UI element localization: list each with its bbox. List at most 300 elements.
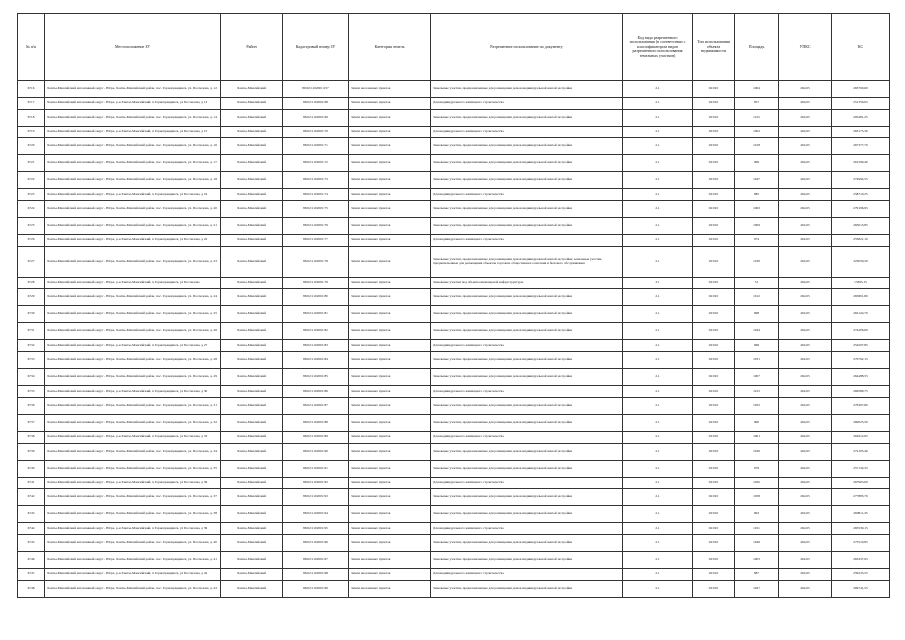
cell-district: Ханты-Мансийский xyxy=(221,414,283,431)
cell-use-code: 2.1 xyxy=(623,138,693,155)
cell-district: Ханты-Мансийский xyxy=(221,460,283,477)
cell-use-code: 2.1 xyxy=(623,431,693,443)
cell-location: Ханты-Мансийский автономный округ - Югра, Ханты-Мансийский район, пос. Горноправдинск, ул. Поспелова, д. 41 xyxy=(45,551,221,568)
cell-land-category: Земли населенных пунктов xyxy=(349,477,431,489)
header-use-type: Тип использования объекта недвижимости xyxy=(693,14,735,81)
cell-permitted-use: Земельные участки, предназначенные для размещения домов индивидуальной жилой застройки xyxy=(431,306,623,323)
table-row xyxy=(18,277,890,289)
table-row xyxy=(18,460,890,477)
cell-permitted-use: Земельные участки, предназначенные для размещения домов индивидуальной жилой застройки xyxy=(431,155,623,172)
cell-upks: 262,65 xyxy=(779,323,832,340)
cell-row-number: 6720 xyxy=(18,138,45,155)
table-row xyxy=(18,109,890,126)
cell-district: Ханты-Мансийский xyxy=(221,534,283,551)
table-row xyxy=(18,201,890,218)
cell-ks: 257134,35 xyxy=(832,460,890,477)
cell-upks: 262,65 xyxy=(779,289,832,306)
cell-area: 1063 xyxy=(735,201,779,218)
cell-upks: 262,65 xyxy=(779,277,832,289)
table-row xyxy=(18,534,890,551)
cell-permitted-use: Земельные участки, предназначенные для размещения домов индивидуальной жилой застройки xyxy=(431,172,623,189)
cell-location: Ханты-Мансийский автономный округ - Югра, Ханты-Мансийский район, пос. Горноправдинск, ул. Поспелова, д. 29 xyxy=(45,369,221,386)
cell-row-number: 6716 xyxy=(18,81,45,98)
cell-use-type: 02:010 xyxy=(693,460,735,477)
cell-district: Ханты-Мансийский xyxy=(221,443,283,460)
cell-use-code: 2.1 xyxy=(623,352,693,369)
cell-cadastral-number: 86:02:1102001:97 xyxy=(283,551,349,568)
cell-location: Ханты-Мансийский автономный округ - Югра, Ханты-Мансийский район, пос. Горноправдинск, ул. Поспелова, д. 16 xyxy=(45,138,221,155)
cell-area: 1125 xyxy=(735,109,779,126)
cell-upks: 262,65 xyxy=(779,460,832,477)
cell-location: Ханты-Мансийский автономный округ - Югра, Ханты-Мансийский район, пос. Горноправдинск, ул. Поспелова, д. 23 xyxy=(45,246,221,277)
table-row xyxy=(18,340,890,352)
cell-row-number: 6734 xyxy=(18,369,45,386)
cell-use-code: 2.1 xyxy=(623,568,693,580)
cell-location: Ханты-Мансийский автономный округ - Югра, Ханты-Мансийский район, пос. Горноправдинск, ул. Поспелова, д. 28 xyxy=(45,352,221,369)
cell-land-category: Земли населенных пунктов xyxy=(349,218,431,235)
cell-upks: 262,65 xyxy=(779,81,832,98)
cell-area: 1002 xyxy=(735,126,779,138)
table-row xyxy=(18,523,890,535)
cell-land-category: Земли населенных пунктов xyxy=(349,431,431,443)
cell-use-type: 02:010 xyxy=(693,126,735,138)
cell-upks: 262,65 xyxy=(779,155,832,172)
cell-permitted-use: Земельные участки, предназначенные для размещения домов индивидуальной жилой застройки xyxy=(431,352,623,369)
cell-upks: 262,65 xyxy=(779,126,832,138)
cell-upks: 262,65 xyxy=(779,218,832,235)
cell-cadastral-number: 86:02:1102001:72 xyxy=(283,155,349,172)
cell-cadastral-number: 86:02:1102001:87 xyxy=(283,397,349,414)
table-body xyxy=(18,81,890,598)
cell-area: 1015 xyxy=(735,386,779,398)
cell-area: 985 xyxy=(735,189,779,201)
cell-cadastral-number: 86:02:1102001:69 xyxy=(283,109,349,126)
cell-area: 990 xyxy=(735,414,779,431)
cell-land-category: Земли населенных пунктов xyxy=(349,443,431,460)
cell-land-category: Земли населенных пунктов xyxy=(349,369,431,386)
cell-location: Ханты-Мансийский автономный округ - Югра, Ханты-Мансийский район, пос. Горноправдинск, ул. Поспелова, д. 25 xyxy=(45,306,221,323)
cell-permitted-use: Земельные участки, предназначенные для размещения домов индивидуальной жилой застройки xyxy=(431,397,623,414)
cell-permitted-use: Земельные участки, предназначенные для размещения домов индивидуальной жилой застройки xyxy=(431,534,623,551)
cell-use-code: 2.1 xyxy=(623,477,693,489)
cell-area: 993 xyxy=(735,506,779,523)
cell-district: Ханты-Мансийский xyxy=(221,431,283,443)
cell-ks: 263175,30 xyxy=(832,126,890,138)
cell-land-category: Земли населенных пунктов xyxy=(349,568,431,580)
cell-district: Ханты-Мансийский xyxy=(221,277,283,289)
cell-location: Ханты-Мансийский автономный округ - Югра, Ханты-Мансийский район, пос. Горноправдинск, ул. Поспелова, д. 35 xyxy=(45,460,221,477)
cell-row-number: 6726 xyxy=(18,235,45,247)
cell-cadastral-number: 86:02:1102001:80 xyxy=(283,289,349,306)
cell-upks: 262,65 xyxy=(779,534,832,551)
cell-row-number: 6717 xyxy=(18,98,45,110)
cell-use-code: 2.1 xyxy=(623,109,693,126)
cell-district: Ханты-Мансийский xyxy=(221,568,283,580)
cell-area: 1018 xyxy=(735,138,779,155)
cell-use-code: 2.1 xyxy=(623,306,693,323)
cell-location: Ханты-Мансийский автономный округ - Югра, Ханты-Мансийский район, пос. Горноправдинск, ул. Поспелова, д. 37 xyxy=(45,489,221,506)
cell-use-type: 02:010 xyxy=(693,523,735,535)
table-row xyxy=(18,431,890,443)
cell-district: Ханты-Мансийский xyxy=(221,172,283,189)
cell-permitted-use: Земельные участки, предназначенные для размещения домов индивидуальной жилой застройки; земельные участки, предназначенные для размещения объектов торговли, общественного питания и бытового обслуживания xyxy=(431,246,623,277)
cell-district: Ханты-Мансийский xyxy=(221,580,283,597)
cell-use-code: 2.1 xyxy=(623,126,693,138)
cell-land-category: Земли населенных пунктов xyxy=(349,306,431,323)
cell-area: 1007 xyxy=(735,369,779,386)
cell-use-type: 02:010 xyxy=(693,98,735,110)
cell-use-type: 02:010 xyxy=(693,201,735,218)
cell-area: 1230 xyxy=(735,246,779,277)
cell-use-type: 02:010 xyxy=(693,534,735,551)
cell-ks: 265801,80 xyxy=(832,289,890,306)
cell-upks: 262,65 xyxy=(779,306,832,323)
cell-use-code: 3.1 xyxy=(623,277,693,289)
cell-ks: 261599,40 xyxy=(832,155,890,172)
cell-use-type: 02:010 xyxy=(693,218,735,235)
cell-district: Ханты-Мансийский xyxy=(221,489,283,506)
cell-use-type: 02:010 xyxy=(693,277,735,289)
cell-location: Ханты-Мансийский автономный округ - Югра, Ханты-Мансийский район, пос. Горноправдинск, ул. Поспелова, д. 43 xyxy=(45,580,221,597)
header-upks: УПКС xyxy=(779,14,832,81)
cell-row-number: 6744 xyxy=(18,523,45,535)
header-cadastral-number: Кадастровый номер ЗУ xyxy=(283,14,349,81)
cell-cadastral-number: 86:02:1102001:92 xyxy=(283,477,349,489)
cell-use-type: 02:010 xyxy=(693,246,735,277)
cell-upks: 262,65 xyxy=(779,201,832,218)
cell-cadastral-number: 86:02:1102001:98 xyxy=(283,568,349,580)
cell-ks: 260023,50 xyxy=(832,414,890,431)
cell-cadastral-number: 86:02:1102001:96 xyxy=(283,534,349,551)
cell-upks: 262,65 xyxy=(779,235,832,247)
cell-permitted-use: Земельные участки под объекты инженерной инфраструктуры xyxy=(431,277,623,289)
cell-use-code: 2.1 xyxy=(623,201,693,218)
cell-permitted-use: Земельные участки, предназначенные для размещения домов индивидуальной жилой застройки xyxy=(431,201,623,218)
table-row xyxy=(18,98,890,110)
cell-ks: 263437,95 xyxy=(832,551,890,568)
cell-district: Ханты-Мансийский xyxy=(221,98,283,110)
cell-use-type: 02:010 xyxy=(693,580,735,597)
cell-use-code: 2.1 xyxy=(623,369,693,386)
cell-cadastral-number: 86:02:1102001:70 xyxy=(283,126,349,138)
table-row xyxy=(18,189,890,201)
cell-permitted-use: Земельные участки, предназначенные для размещения домов индивидуальной жилой застройки xyxy=(431,580,623,597)
table-row xyxy=(18,443,890,460)
cell-use-code: 2.1 xyxy=(623,246,693,277)
cell-row-number: 6732 xyxy=(18,340,45,352)
cell-use-type: 02:010 xyxy=(693,568,735,580)
cell-district: Ханты-Мансийский xyxy=(221,189,283,201)
cell-land-category: Земли населенных пунктов xyxy=(349,235,431,247)
cell-ks: 269741,55 xyxy=(832,580,890,597)
cell-row-number: 6721 xyxy=(18,155,45,172)
table-row xyxy=(18,246,890,277)
table-row xyxy=(18,289,890,306)
table-row xyxy=(18,172,890,189)
cell-land-category: Земли населенных пунктов xyxy=(349,580,431,597)
cell-upks: 262,65 xyxy=(779,340,832,352)
cell-use-code: 2.1 xyxy=(623,580,693,597)
cell-ks: 263700,60 xyxy=(832,81,890,98)
cell-row-number: 6731 xyxy=(18,323,45,340)
cell-row-number: 6737 xyxy=(18,414,45,431)
cell-land-category: Земли населенных пунктов xyxy=(349,109,431,126)
table-row xyxy=(18,81,890,98)
cell-district: Ханты-Мансийский xyxy=(221,397,283,414)
cell-use-type: 02:010 xyxy=(693,81,735,98)
cell-row-number: 6727 xyxy=(18,246,45,277)
cell-upks: 262,65 xyxy=(779,477,832,489)
cell-permitted-use: Для индивидуального жилищного строительства xyxy=(431,523,623,535)
cell-row-number: 6718 xyxy=(18,109,45,126)
cell-ks: 267377,70 xyxy=(832,138,890,155)
cell-use-type: 02:010 xyxy=(693,323,735,340)
cell-row-number: 6743 xyxy=(18,506,45,523)
cell-use-code: 2.1 xyxy=(623,489,693,506)
table-row xyxy=(18,323,890,340)
cell-district: Ханты-Мансийский xyxy=(221,235,283,247)
cell-row-number: 6729 xyxy=(18,289,45,306)
cell-location: Ханты-Мансийский автономный округ - Югра, р-н Ханты-Мансийский, п Горноправдинск, ул Поспелова, д 13 xyxy=(45,98,221,110)
cell-ks: 262912,65 xyxy=(832,431,890,443)
cell-area: 1003 xyxy=(735,551,779,568)
table-row xyxy=(18,477,890,489)
cell-area: 1012 xyxy=(735,289,779,306)
cell-district: Ханты-Мансийский xyxy=(221,109,283,126)
table-row xyxy=(18,580,890,597)
cell-location: Ханты-Мансийский автономный округ - Югра, р-н Ханты-Мансийский, п Горноправдинск, ул Поспелова xyxy=(45,277,221,289)
table-row xyxy=(18,155,890,172)
cell-use-code: 2.1 xyxy=(623,414,693,431)
table-row xyxy=(18,306,890,323)
cell-location: Ханты-Мансийский автономный округ - Югра, р-н Ханты-Мансийский, п Горноправдинск, ул Поспелова, д 19 xyxy=(45,189,221,201)
cell-ks: 277883,70 xyxy=(832,489,890,506)
header-ks: КС xyxy=(832,14,890,81)
cell-permitted-use: Земельные участки, предназначенные для размещения домов индивидуальной жилой застройки xyxy=(431,138,623,155)
cell-ks: 251356,05 xyxy=(832,98,890,110)
cell-area: 969 xyxy=(735,340,779,352)
cell-ks: 264488,55 xyxy=(832,369,890,386)
cell-row-number: 6736 xyxy=(18,397,45,414)
cell-permitted-use: Земельные участки, предназначенные для размещения домов индивидуальной жилой застройки xyxy=(431,414,623,431)
cell-row-number: 6742 xyxy=(18,489,45,506)
cell-district: Ханты-Мансийский xyxy=(221,506,283,523)
cell-row-number: 6746 xyxy=(18,551,45,568)
cell-cadastral-number: 86:02:1102001:89 xyxy=(283,431,349,443)
cell-ks: 295481,25 xyxy=(832,109,890,126)
cell-ks: 262124,70 xyxy=(832,306,890,323)
cell-ks: 266589,75 xyxy=(832,386,890,398)
cell-permitted-use: Для индивидуального жилищного строительства xyxy=(431,431,623,443)
cell-cadastral-number: 86:02:1102001:86 xyxy=(283,386,349,398)
header-use-code: Код вида разрешенного использования (в соответствии с классификатором видов разрешенного использования земельных участков) xyxy=(623,14,693,81)
cell-use-type: 02:010 xyxy=(693,172,735,189)
cell-use-code: 2.1 xyxy=(623,397,693,414)
cell-row-number: 6725 xyxy=(18,218,45,235)
cell-location: Ханты-Мансийский автономный округ - Югра, Ханты-Мансийский район, пос. Горноправдинск, ул. Поспелова, д. 12 xyxy=(45,81,221,98)
cell-ks: 254507,85 xyxy=(832,340,890,352)
cell-district: Ханты-Мансийский xyxy=(221,523,283,535)
cell-location: Ханты-Мансийский автономный округ - Югра, Ханты-Мансийский район, пос. Горноправдинск, ул. Поспелова, д. 38 xyxy=(45,506,221,523)
cell-land-category: Земли населенных пунктов xyxy=(349,189,431,201)
header-location: Местоположение ЗУ xyxy=(45,14,221,81)
cell-location: Ханты-Мансийский автономный округ - Югра, р-н Ханты-Мансийский, п Горноправдинск, ул Поспелова, д 39 xyxy=(45,523,221,535)
table-row xyxy=(18,414,890,431)
cell-cadastral-number: 86:02:1102001:84 xyxy=(283,352,349,369)
cell-district: Ханты-Мансийский xyxy=(221,340,283,352)
cell-use-code: 2.1 xyxy=(623,551,693,568)
cell-use-code: 2.1 xyxy=(623,323,693,340)
cell-cadastral-number: 86:02:1102001:95 xyxy=(283,523,349,535)
header-district: Район xyxy=(221,14,283,81)
cell-use-code: 2.1 xyxy=(623,235,693,247)
cell-district: Ханты-Мансийский xyxy=(221,323,283,340)
cell-area: 1049 xyxy=(735,534,779,551)
cell-cadastral-number: 86:02:1102001:78 xyxy=(283,246,349,277)
cell-use-code: 2.1 xyxy=(623,340,693,352)
cell-upks: 262,65 xyxy=(779,414,832,431)
cell-land-category: Земли населенных пунктов xyxy=(349,489,431,506)
cell-area: 1009 xyxy=(735,218,779,235)
cell-use-type: 02:010 xyxy=(693,414,735,431)
cell-row-number: 6728 xyxy=(18,277,45,289)
header-permitted-use: Разрешенное использование по документу xyxy=(431,14,623,81)
cell-use-type: 02:010 xyxy=(693,138,735,155)
cell-permitted-use: Земельные участки, предназначенные для размещения домов индивидуальной жилой застройки xyxy=(431,218,623,235)
cell-area: 1036 xyxy=(735,443,779,460)
cell-area: 1011 xyxy=(735,523,779,535)
cell-area: 996 xyxy=(735,155,779,172)
cell-upks: 262,65 xyxy=(779,246,832,277)
cell-use-code: 2.1 xyxy=(623,289,693,306)
cell-area: 1004 xyxy=(735,81,779,98)
cell-cadastral-number: 86:02:1102001:91 xyxy=(283,460,349,477)
cell-upks: 262,65 xyxy=(779,138,832,155)
cell-upks: 262,65 xyxy=(779,369,832,386)
cell-land-category: Земли населенных пунктов xyxy=(349,460,431,477)
table-row xyxy=(18,235,890,247)
cell-cadastral-number: 86:02:1102001:99 xyxy=(283,580,349,597)
cell-row-number: 6741 xyxy=(18,477,45,489)
header-row-number: № п/п xyxy=(18,14,45,81)
cell-permitted-use: Земельные участки, предназначенные для размещения домов индивидуальной жилой застройки xyxy=(431,506,623,523)
cell-row-number: 6735 xyxy=(18,386,45,398)
cell-upks: 262,65 xyxy=(779,580,832,597)
cell-ks: 274206,60 xyxy=(832,323,890,340)
cell-permitted-use: Земельные участки, предназначенные для размещения домов индивидуальной жилой застройки xyxy=(431,369,623,386)
cell-upks: 262,65 xyxy=(779,397,832,414)
cell-use-code: 2.1 xyxy=(623,534,693,551)
cell-cadastral-number: 86:02:1102001:93 xyxy=(283,489,349,506)
cell-area: 51 xyxy=(735,277,779,289)
cell-district: Ханты-Мансийский xyxy=(221,218,283,235)
cell-use-code: 2.1 xyxy=(623,386,693,398)
cell-land-category: Земли населенных пунктов xyxy=(349,506,431,523)
cell-row-number: 6745 xyxy=(18,534,45,551)
cell-cadastral-number: 86:02:1102001:74 xyxy=(283,189,349,201)
cell-permitted-use: Земельные участки, предназначенные для размещения домов индивидуальной жилой застройки xyxy=(431,323,623,340)
cadastral-value-table xyxy=(17,13,890,598)
cell-use-type: 02:010 xyxy=(693,155,735,172)
cell-use-type: 02:010 xyxy=(693,443,735,460)
cell-use-code: 2.1 xyxy=(623,460,693,477)
cell-cadastral-number: 86:02:1102001:76 xyxy=(283,218,349,235)
cell-ks: 267903,00 xyxy=(832,477,890,489)
cell-row-number: 6748 xyxy=(18,580,45,597)
table-row xyxy=(18,506,890,523)
cell-area: 987 xyxy=(735,568,779,580)
cell-district: Ханты-Мансийский xyxy=(221,81,283,98)
cell-ks: 13395,15 xyxy=(832,277,890,289)
cell-ks: 265013,85 xyxy=(832,218,890,235)
cell-district: Ханты-Мансийский xyxy=(221,369,283,386)
table-row xyxy=(18,551,890,568)
cell-land-category: Земли населенных пунктов xyxy=(349,172,431,189)
cell-land-category: Земли населенных пунктов xyxy=(349,340,431,352)
cell-permitted-use: Земельные участки, предназначенные для размещения домов индивидуальной жилой застройки xyxy=(431,81,623,98)
cell-use-type: 02:010 xyxy=(693,431,735,443)
cell-use-code: 2.1 xyxy=(623,98,693,110)
cell-upks: 262,65 xyxy=(779,109,832,126)
cell-row-number: 6722 xyxy=(18,172,45,189)
cell-location: Ханты-Мансийский автономный округ - Югра, Ханты-Мансийский район, пос. Горноправдинск, ул. Поспелова, д. 21 xyxy=(45,218,221,235)
cell-location: Ханты-Мансийский автономный округ - Югра, р-н Ханты-Мансийский, п Горноправдинск, ул Поспелова, д 30 xyxy=(45,386,221,398)
cell-cadastral-number: 86:02:1102001:83 xyxy=(283,340,349,352)
cell-area: 1047 xyxy=(735,172,779,189)
cell-area: 1020 xyxy=(735,477,779,489)
cell-cadastral-number: 86:02:1102001:79 xyxy=(283,277,349,289)
cell-use-type: 02:010 xyxy=(693,386,735,398)
cell-ks: 275519,85 xyxy=(832,534,890,551)
cell-land-category: Земли населенных пунктов xyxy=(349,551,431,568)
cell-ks: 279196,95 xyxy=(832,201,890,218)
cell-use-type: 02:010 xyxy=(693,189,735,201)
cell-cadastral-number: 86:02:1102001:81 xyxy=(283,306,349,323)
cell-upks: 262,65 xyxy=(779,386,832,398)
cell-upks: 262,65 xyxy=(779,489,832,506)
cell-location: Ханты-Мансийский автономный округ - Югра, Ханты-Мансийский район, пос. Горноправдинск, ул. Поспелова, д. 24 xyxy=(45,289,221,306)
cell-land-category: Земли населенных пунктов xyxy=(349,323,431,340)
cell-use-code: 2.1 xyxy=(623,443,693,460)
cell-cadastral-number: 86:02:1102001:73 xyxy=(283,172,349,189)
cell-land-category: Земли населенных пунктов xyxy=(349,397,431,414)
table-row xyxy=(18,138,890,155)
cell-area: 974 xyxy=(735,235,779,247)
cell-permitted-use: Земельные участки, предназначенные для размещения домов индивидуальной жилой застройки xyxy=(431,289,623,306)
cell-ks: 258710,25 xyxy=(832,189,890,201)
cell-upks: 262,65 xyxy=(779,189,832,201)
cell-upks: 262,65 xyxy=(779,568,832,580)
cell-use-type: 02:010 xyxy=(693,306,735,323)
cell-land-category: Земли населенных пунктов xyxy=(349,246,431,277)
cell-land-category: Земли населенных пунктов xyxy=(349,352,431,369)
cell-use-type: 02:010 xyxy=(693,235,735,247)
cell-use-type: 02:010 xyxy=(693,109,735,126)
cell-cadastral-number: 86:02:1102001:94 xyxy=(283,506,349,523)
cell-location: Ханты-Мансийский автономный округ - Югра, р-н Ханты-Мансийский, п Горноправдинск, ул Поспелова, д 42 xyxy=(45,568,221,580)
cell-ks: 274994,55 xyxy=(832,172,890,189)
cell-upks: 262,65 xyxy=(779,523,832,535)
cell-location: Ханты-Мансийский автономный округ - Югра, Ханты-Мансийский район, пос. Горноправдинск, ул. Поспелова, д. 26 xyxy=(45,323,221,340)
cell-land-category: Земли населенных пунктов xyxy=(349,386,431,398)
cell-use-type: 02:010 xyxy=(693,369,735,386)
cell-district: Ханты-Мансийский xyxy=(221,352,283,369)
cell-upks: 262,65 xyxy=(779,431,832,443)
table-row xyxy=(18,397,890,414)
cell-ks: 323059,50 xyxy=(832,246,890,277)
cell-area: 1052 xyxy=(735,397,779,414)
cell-location: Ханты-Мансийский автономный округ - Югра, Ханты-Мансийский район, пос. Горноправдинск, ул. Поспелова, д. 34 xyxy=(45,443,221,460)
